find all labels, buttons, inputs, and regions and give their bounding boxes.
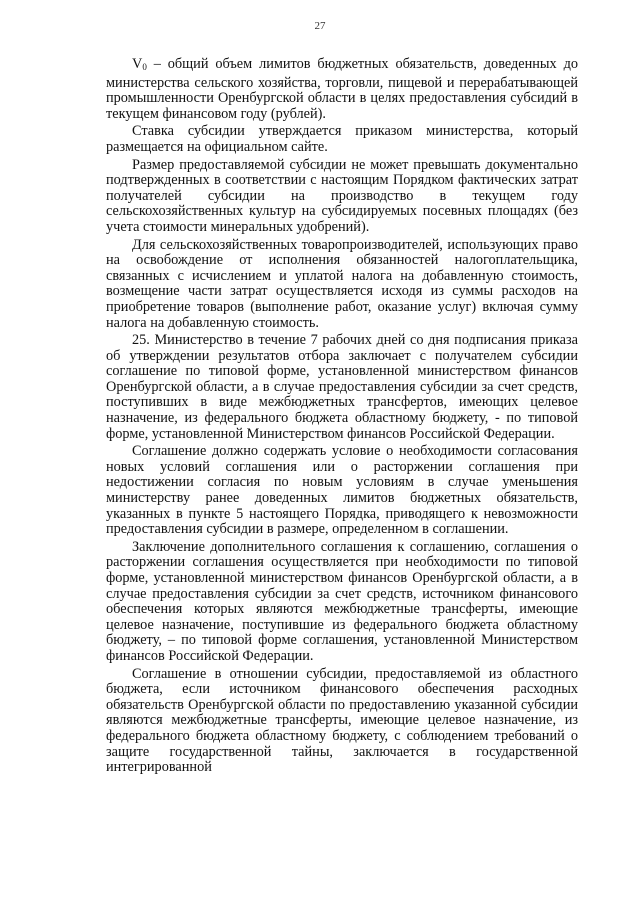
paragraph-subsidy-rate: Ставка субсидии утверждается приказом министерства, который размещается на официальном сайте. — [106, 123, 578, 155]
formula-subscript: 0 — [142, 62, 147, 72]
paragraph-federal-agreement: Соглашение в отношении субсидии, предоставляемой из областного бюджета, если источником финансового обеспечения расходных обязательств Оренбургской области по предоставлению указанной субсидии являются межбюджетные трансферты, имеющие целевое назначение, из федерального бюджета областному бюджету, с соблюдением требований о защите государственной тайны, заключается в государственной интегрированной — [106, 665, 578, 776]
paragraph-text: – общий объем лимитов бюджетных обязательств, доведенных до министерства сельского хозяйства, торговли, пищевой и перерабатывающей промышленности Оренбургской области в целях предоставления субсидий в текущем финансовом году (рублей). — [106, 56, 578, 122]
document-body — [106, 57, 578, 776]
paragraph-vat-exemption: Для сельскохозяйственных товаропроизводителей, использующих право на освобождение от исполнения обязанностей налогоплательщика, связанных с исчислением и уплатой налога на добавленную стоимость, возмещение части затрат осуществляется исходя из суммы расходов на приобретение товаров (выполнение работ, оказание услуг) включая сумму налога на добавленную стоимость. — [106, 236, 578, 331]
formula-symbol: V — [132, 56, 143, 72]
paragraph-additional-agreement: Заключение дополнительного соглашения к соглашению, соглашения о расторжении соглашения осуществляется при необходимости по типовой форме, установленной министерством финансов Оренбургской области, а в случае предоставления субсидии за счет средств, источником финансового обеспечения которых являются межбюджетные трансферты, имеющие целевое назначение, поступившие из федерального бюджета областному бюджету, – по типовой форме соглашения, установленной Министерством финансов Российской Федерации. — [106, 538, 578, 664]
paragraph-volume-definition — [106, 57, 578, 122]
paragraph-subsidy-limit: Размер предоставляемой субсидии не может превышать документально подтвержденных в соответствии с настоящим Порядком фактических затрат получателей субсидии на производство в текущем году сельскохозяйственных культур на субсидируемых посевных площадях (без учета стоимости минеральных удобрений). — [106, 156, 578, 235]
paragraph-agreement-conditions: Соглашение должно содержать условие о необходимости согласования новых условий соглашения или о расторжении соглашения при недостижении согласия по новым условиям в случае уменьшения министерству ранее доведенных лимитов бюджетных обязательств, указанных в пункте 5 настоящего Порядка, приводящего к невозможности предоставления субсидии в размере, определенном в соглашении. — [106, 443, 578, 538]
paragraph-clause-25: 25. Министерство в течение 7 рабочих дней со дня подписания приказа об утверждении результатов отбора заключает с получателем субсидии соглашение по типовой форме, установленной министерством финансов Оренбургской области, а в случае предоставления субсидии за счет средств, поступивших в виде межбюджетных трансфертов, имеющих целевое назначение, из федерального бюджета областному бюджету, - по типовой форме, установленной Министерством финансов Российской Федерации. — [106, 332, 578, 442]
page-number: 27 — [314, 20, 326, 32]
